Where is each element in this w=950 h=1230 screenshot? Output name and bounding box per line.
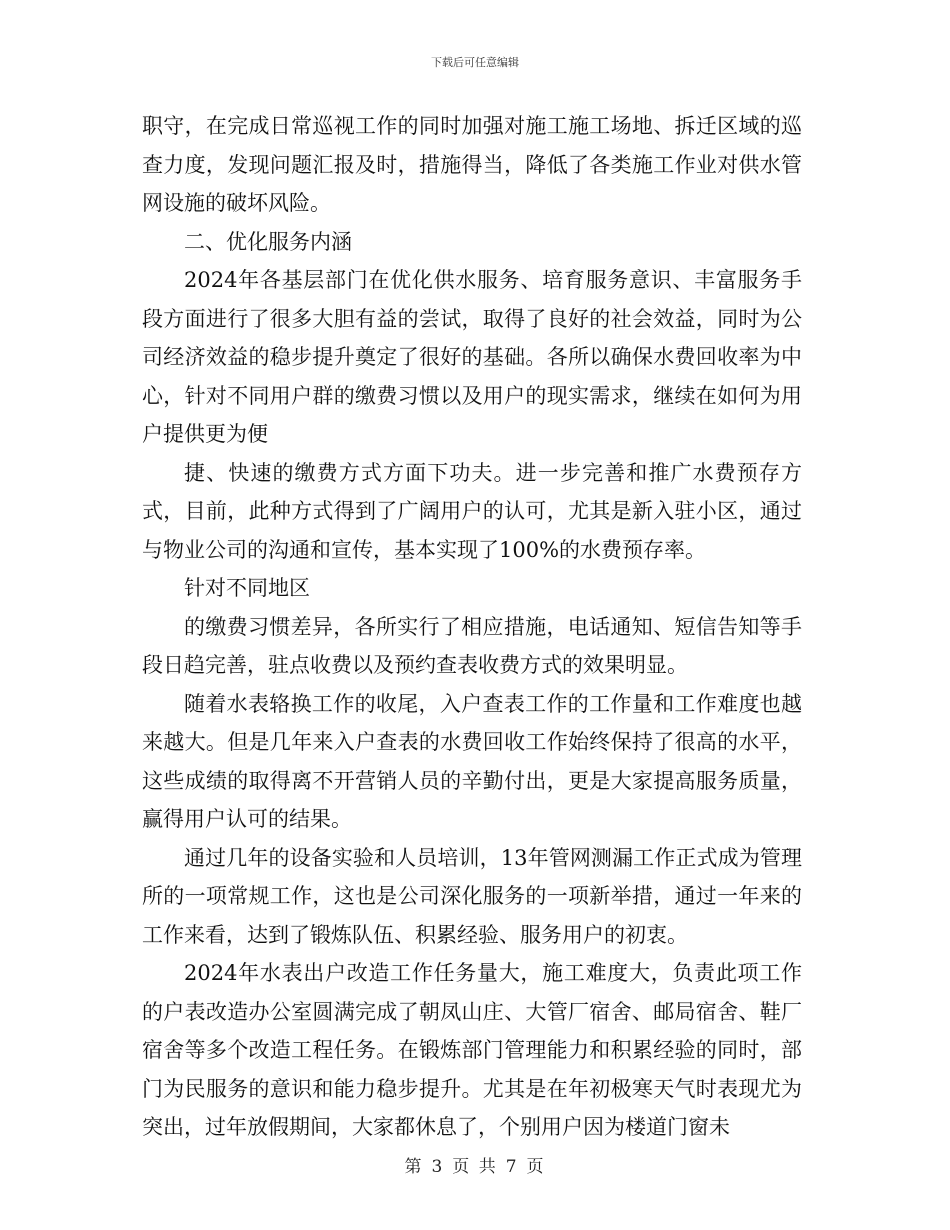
page-header: 下载后可任意编辑 <box>431 56 519 69</box>
total-pages: 7 <box>505 1157 519 1177</box>
footer-suffix: 页 <box>526 1157 546 1177</box>
paragraph-8: 通过几年的设备实验和人员培训，13年管网测漏工作正式成为管理所的一项常规工作，这也是公司深化服务的一项新举措，通过一年来的工作来看，达到了锻炼队伍、积累经验、服务用户的初衷。 <box>142 845 802 947</box>
section-heading: 二、优化服务内涵 <box>184 229 352 254</box>
page-footer <box>0 1152 950 1177</box>
paragraph-4: 捷、快速的缴费方式方面下功夫。进一步完善和推广水费预存方式，目前，此种方式得到了广阔用户的认可，尤其是新入驻小区，通过与物业公司的沟通和宣传，基本实现了100%的水费预存率。 <box>142 460 802 562</box>
footer-prefix: 第 <box>404 1157 424 1177</box>
paragraph-6: 的缴费习惯差异，各所实行了相应措施，电话通知、短信告知等手段日趋完善，驻点收费以及预约查表收费方式的效果明显。 <box>142 614 802 677</box>
paragraph-3: 2024年各基层部门在优化供水服务、培育服务意识、丰富服务手段方面进行了很多大胆有益的尝试，取得了良好的社会效益，同时为公司经济效益的稳步提升奠定了很好的基础。各所以确保水费回收率为中心，针对不同用户群的缴费习惯以及用户的现实需求，继续在如何为用户提供更为便 <box>142 268 802 446</box>
paragraph-7: 随着水表辂换工作的收尾，入户查表工作的工作量和工作难度也越来越大。但是几年来入户查表的水费回收工作始终保持了很高的水平，这些成绩的取得离不开营销人员的辛勤付出，更是大家提高服务质量，赢得用户认可的结果。 <box>142 691 802 831</box>
document-body <box>142 107 802 1147</box>
paragraph-9: 2024年水表出户改造工作任务量大，施工难度大，负责此项工作的户表改造办公室圆满完成了朝凤山庄、大管厂宿舍、邮局宿舍、鞋厂宿舍等多个改造工程任务。在锻炼部门管理能力和积累经验的同时，部门为民服务的意识和能力稳步提升。尤其是在年初极寒天气时表现尤为突出，过年放假期间，大家都休息了，个别用户因为楼道门窗未 <box>142 961 802 1139</box>
paragraph-5: 针对不同地区 <box>184 576 310 600</box>
paragraph-1: 职守，在完成日常巡视工作的同时加强对施工施工场地、拆迁区域的巡查力度，发现问题汇报及时，措施得当，降低了各类施工作业对供水管网设施的破坏风险。 <box>142 114 802 215</box>
footer-mid: 页 共 <box>452 1157 498 1177</box>
page-number: 3 <box>431 1157 445 1177</box>
